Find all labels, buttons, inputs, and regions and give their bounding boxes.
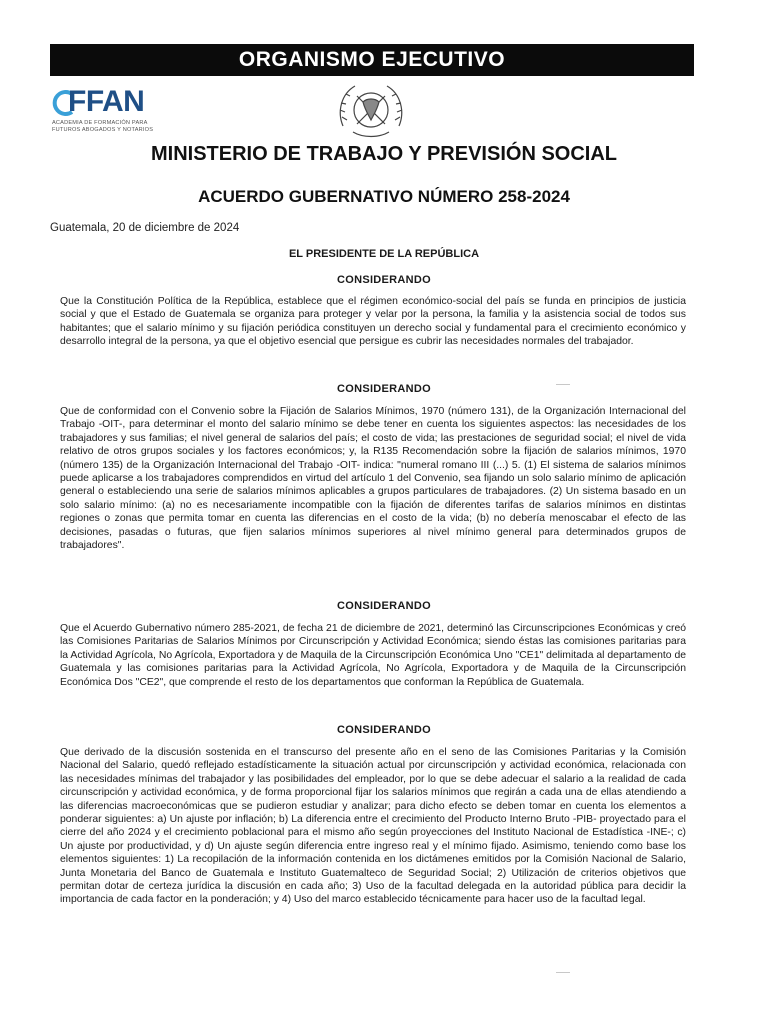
considerando-paragraph-3: Que el Acuerdo Gubernativo número 285-2021, de fecha 21 de diciembre de 2021, determinó las Circunscripciones Económicas y creó las Comisiones Paritarias de Salarios Mínimos por Circunscripción y Actividad Económica; siendo éstas las comisiones paritarias para la Actividad Agrícola, No Agrícola, Exportadora y de Maquila de la Circunscripción Económica Uno "CE1" delimitada al departamento de Guatemala y las comisiones paritarias para la Actividad Agrícola, No Agrícola, Exportadora y de Maquila de la Circunscripción Económica Dos "CE2", que comprende el resto de los departamentos que conforman la República de Guatemala. [60, 623, 686, 688]
logo-word: FFAN [68, 85, 145, 118]
considerando-heading-4: CONSIDERANDO [336, 724, 432, 736]
coat-of-arms-icon [333, 80, 409, 142]
considerando-paragraph-2: Que de conformidad con el Convenio sobre la Fijación de Salarios Mínimos, 1970 (número 131), de la Organización Internacional del Trabajo -OIT-, para determinar el monto del salario mínimo se debe tener en cuenta los siguientes aspectos: las necesidades de los trabajadores y sus familias; el nivel general de salarios del país; el costo de vida; las prestaciones de seguridad social; el nivel de vida relativo de otros grupos sociales y los factores económicos; y, la R135 Recomendación sobre la fijación de salarios mínimos, 1970 (número 135) de la Organización Internacional del Trabajo -OIT- indica: "numeral romano III (...) 5. (1) El sistema de salarios mínimos puede aplicarse a los trabajadores comprendidos en virtud del artículo 1 del Convenio, sea fijando un solo salario mínimo de aplicación general o estableciendo una serie de salarios mínimos aplicables a grupos particulares de trabajadores. (2) Un sistema basado en un solo salario mínimo: (a) no es necesariamente incompatible con la fijación de diferentes tarifas de salarios mínimos en distintas regiones o zonas que permita tomar en cuenta las diferencias en el costo de la vida; (b) no debería menoscabar el efecto de las decisiones, pasadas o futuras, que fijen salarios mínimos superiores al nivel mínimo general para determinados grupos de trabajadores". [60, 406, 686, 552]
academy-logo [50, 84, 170, 140]
considerando-paragraph-1: Que la Constitución Política de la República, establece que el régimen económico-social del país se funda en principios de justicia social y que el Estado de Guatemala se organiza para proteger y velar por la persona, la familia y la asistencia social de todos sus habitantes; que el salario mínimo y su fijación periódica constituyen un derecho social y fundamental para el crecimiento económico y desarrollo integral de la persona, ya que el objetivo esencial que persigue es cubrir las necesidades normales del trabajador. [60, 296, 686, 348]
president-heading: EL PRESIDENTE DE LA REPÚBLICA [288, 248, 480, 260]
header-banner: ORGANISMO EJECUTIVO [50, 44, 694, 76]
agreement-title: ACUERDO GUBERNATIVO NÚMERO 258-2024 [198, 187, 570, 206]
scan-mark [556, 384, 570, 385]
document-date: Guatemala, 20 de diciembre de 2024 [50, 222, 240, 234]
scan-mark [556, 972, 570, 973]
considerando-heading-1: CONSIDERANDO [336, 274, 432, 286]
considerando-heading-3: CONSIDERANDO [336, 600, 432, 612]
ministry-title: MINISTERIO DE TRABAJO Y PREVISIÓN SOCIAL [151, 143, 617, 165]
considerando-paragraph-4: Que derivado de la discusión sostenida en el transcurso del presente año en el seno de las Comisiones Paritarias y la Comisión Nacional del Salario, quedó reflejado estadísticamente la situación actual por circunscripción y actividad económica, relacionada con las necesidades mínimas del trabajador y las posibilidades del empleador, por lo que se debe adecuar el salario a la realidad de cada circunscripción y actividad económica, y de forma proporcional fijar los salarios mínimos que regirán a cada una de ellas atendiendo a las diferencias macroeconómicas que se pudieron estudiar y analizar; para dicho efecto se deben tomar en cuenta los elementos a ponderar siguientes: a) Un ajuste por inflación; b) La diferencia entre el crecimiento del Producto Interno Bruto -PIB- proyectado para el cierre del año 2024 y el crecimiento poblacional para el mismo año según proyecciones del Instituto Nacional de Estadística -INE-; c) Un ajuste por productividad, y d) Un ajuste según diferencia entre ingreso real y el mínimo fijado. Asimismo, teniendo como base los elementos siguientes: 1) La recopilación de la información contenida en los dictámenes emitidos por la Comisión Nacional de Salario, Junta Monetaria del Banco de Guatemala e Instituto Guatemalteco de Seguridad Social; 2) Utilización de criterios objetivos que permitan dotar de certeza jurídica la discusión en cada año; 3) Uso de la facultad delegada en la autoridad pública para decidir la importancia de cada factor en la ponderación; y 4) Uso del marco establecido técnicamente para hacer uso de la facultad legal. [60, 747, 686, 906]
logo-tagline-2: FUTUROS ABOGADOS Y NOTARIOS [52, 127, 154, 133]
considerando-heading-2: CONSIDERANDO [336, 383, 432, 395]
logo-tagline-1: ACADEMIA DE FORMACIÓN PARA [52, 120, 148, 126]
